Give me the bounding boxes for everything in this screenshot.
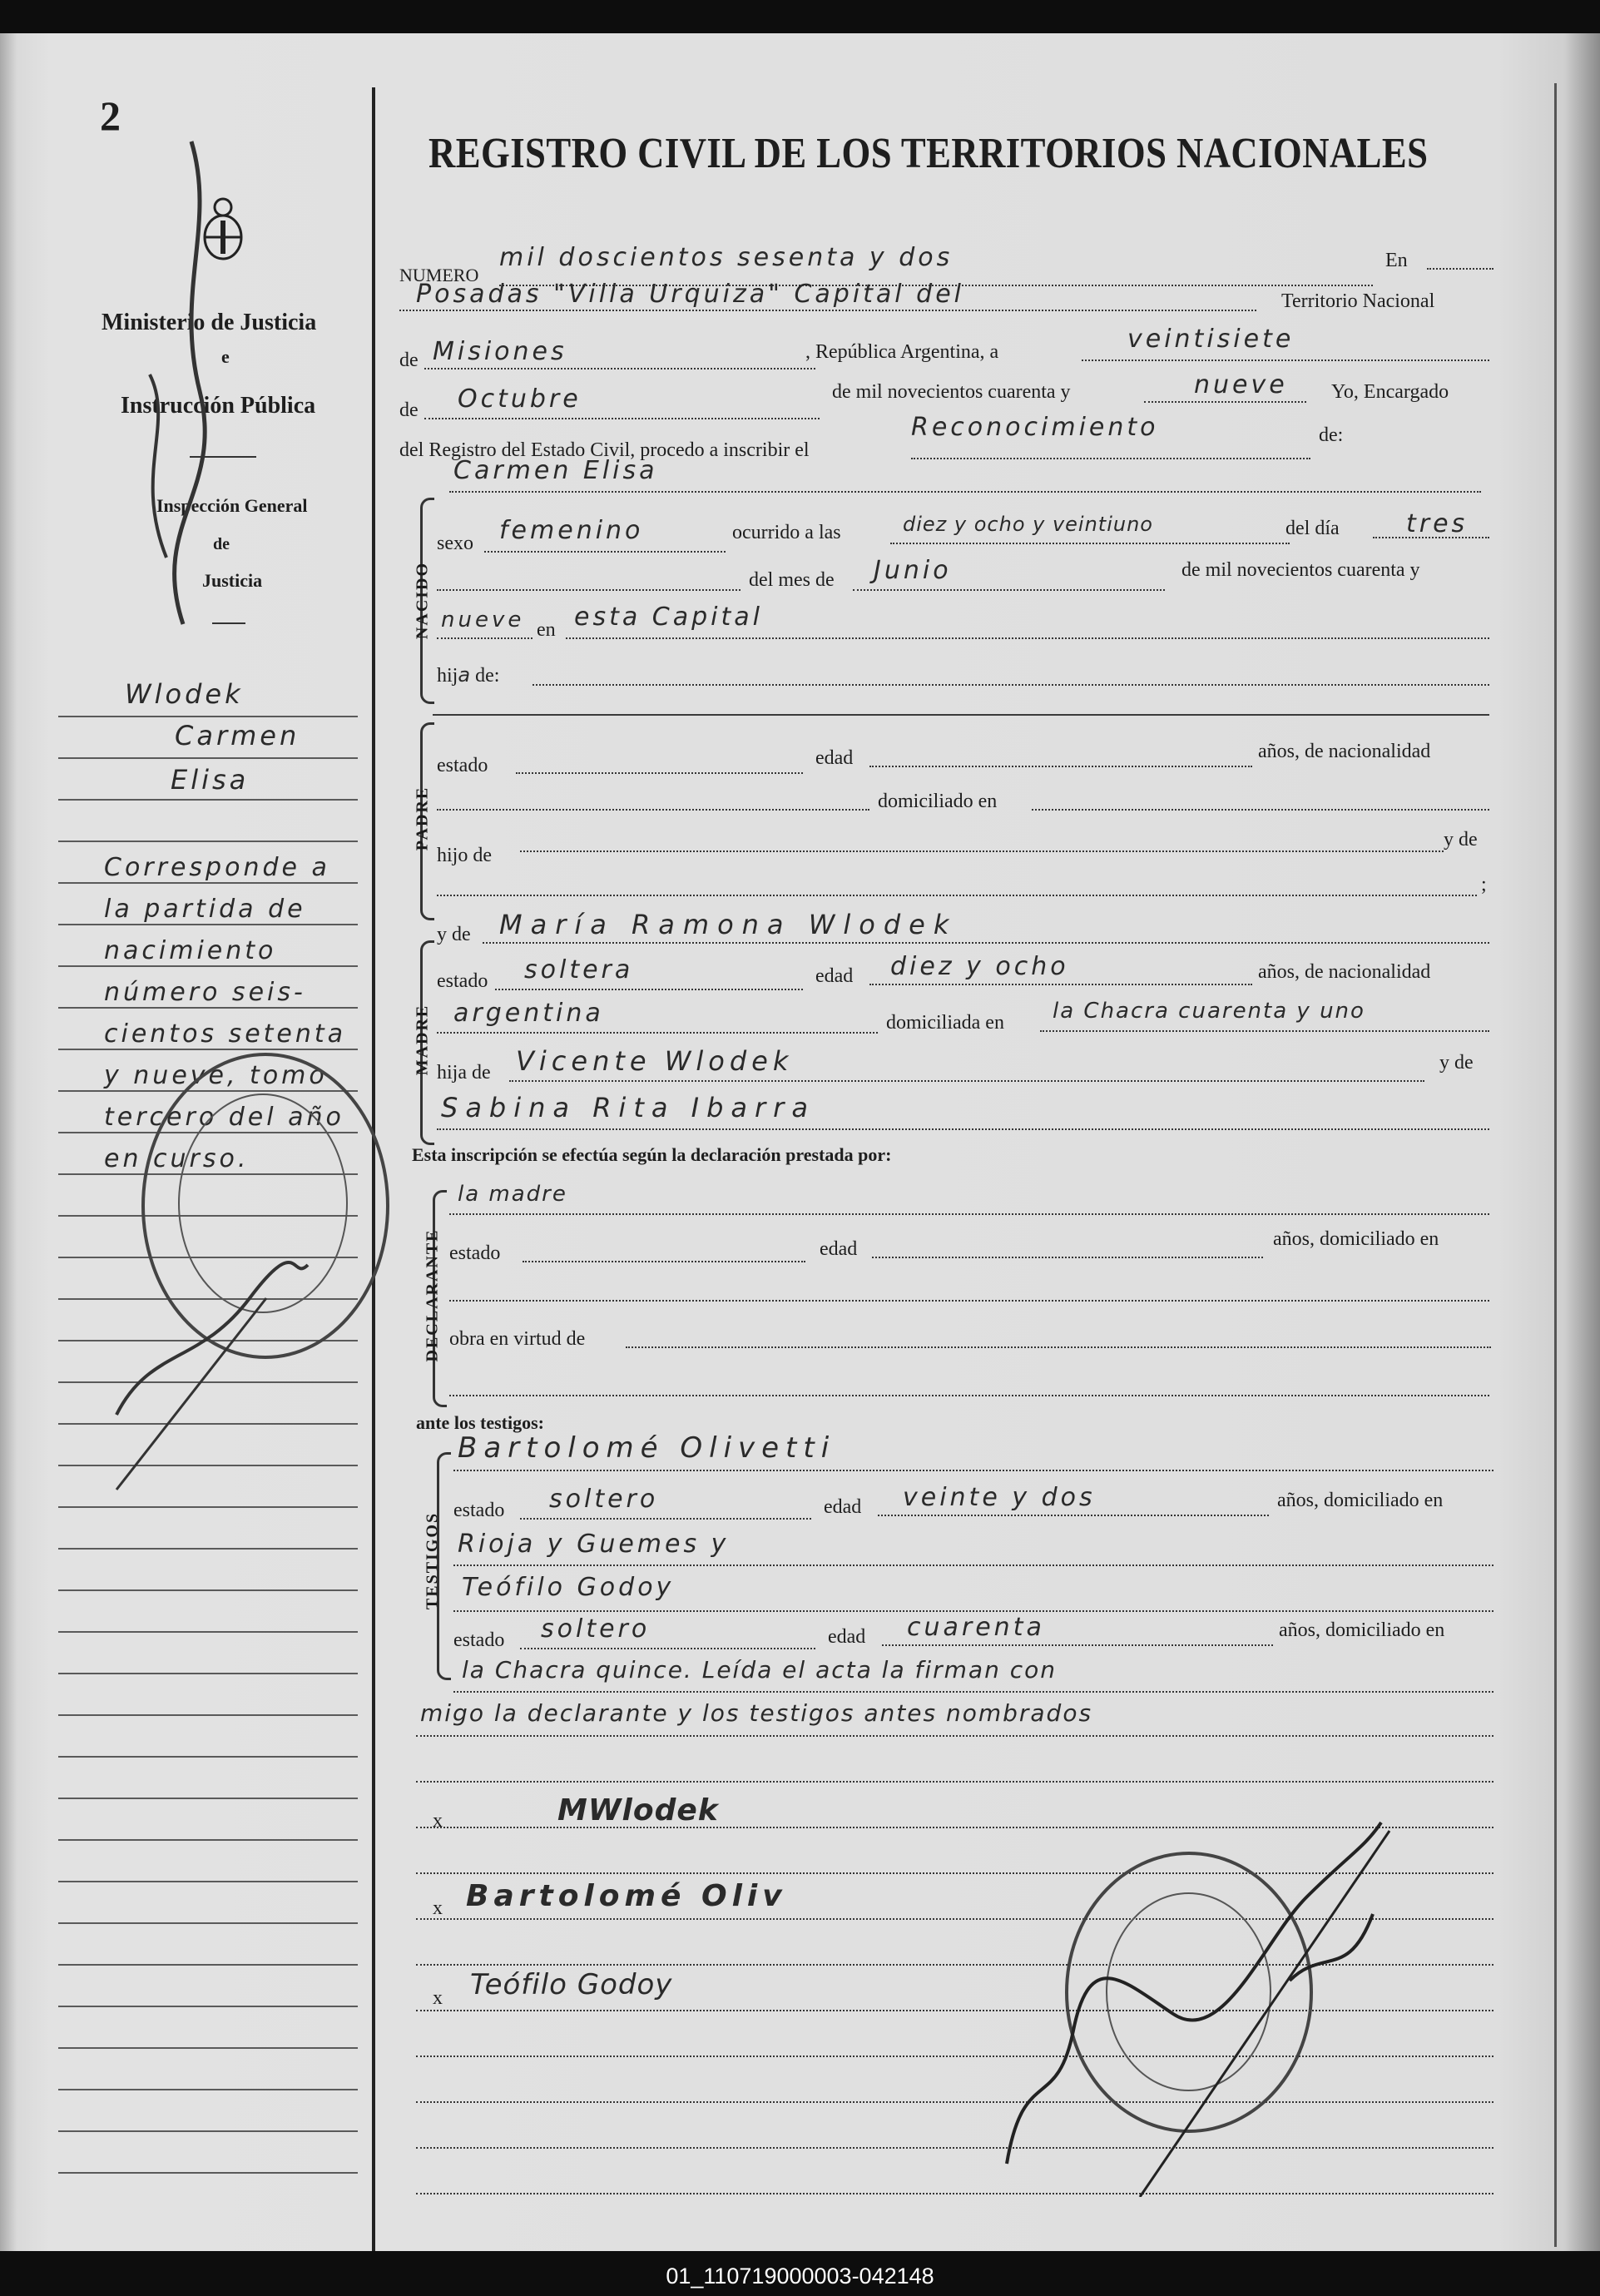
republica-label: , República Argentina, a (805, 341, 999, 363)
t2-edad-value: cuarenta (907, 1613, 1045, 1642)
yo-text: Yo, Encargado (1331, 381, 1449, 403)
madre-estado-value: soltera (524, 955, 634, 984)
closing-line-rule (416, 1735, 1493, 1737)
t1-estado-line (520, 1518, 811, 1520)
madre-dom-line (1040, 1030, 1489, 1032)
madre-nacionalidad-value: argentina (453, 999, 604, 1028)
padre-yde-line (437, 895, 1477, 896)
hija-de: de: (470, 665, 500, 687)
stub-note-line: tercero del año (104, 1103, 344, 1132)
t1-edad-label: edad (824, 1496, 862, 1518)
madre-hija-line (509, 1080, 1424, 1082)
madre-padre-value: Vicente Wlodek (516, 1045, 794, 1077)
day-line (1082, 360, 1489, 361)
stub-note-line: Corresponde a (104, 853, 330, 882)
de-label: de (399, 350, 419, 371)
sexo-line (484, 551, 726, 553)
nacido-label: NACIDO (413, 561, 432, 640)
day-value: veintisiete (1127, 325, 1295, 354)
year-value: nueve (1194, 370, 1288, 399)
ministry-line2: e (221, 346, 230, 367)
dept-line3: Justicia (202, 570, 263, 591)
t1-estado-value: soltero (549, 1485, 659, 1514)
declaracion-text: Esta inscripción se efectúa según la declaración prestada por: (412, 1144, 892, 1165)
lugar-value: esta Capital (574, 603, 763, 632)
padre-edad-label: edad (815, 747, 854, 769)
t2-estado-value: soltero (541, 1614, 651, 1644)
madre-estado-line (495, 989, 803, 990)
padre-estado-label: estado (437, 755, 488, 776)
hija-suffix: a (458, 663, 471, 687)
testigos-intro: ante los testigos: (416, 1412, 544, 1433)
t2-edad-line (882, 1644, 1273, 1646)
declarante-obra-label: obra en virtud de (449, 1328, 586, 1350)
padre-semicolon: ; (1481, 874, 1487, 895)
page-edge (1554, 83, 1557, 2247)
ministry-line3: Instrucción Pública (121, 393, 316, 419)
padre-domiciliado-label: domiciliado en (878, 791, 998, 812)
madre-name-value: María Ramona Wlodek (499, 909, 958, 940)
year-line (1144, 401, 1306, 403)
t2-domicilio-value: la Chacra quince. Leída el acta la firman con (462, 1656, 1057, 1684)
madre-yde2-line (437, 1128, 1489, 1130)
madre-edad-value: diez y ocho (890, 952, 1069, 981)
month-line (424, 418, 820, 419)
declarante-estado-line (523, 1261, 805, 1262)
madre-domicilio-value: la Chacra cuarenta y uno (1053, 999, 1365, 1024)
declarante-obra-line2 (449, 1395, 1489, 1396)
signature-mother: MWlodek (557, 1793, 719, 1827)
numero-value: mil doscientos sesenta y dos (499, 243, 954, 272)
anio-text: de mil novecientos cuarenta y (1181, 559, 1420, 581)
act-line (911, 458, 1310, 459)
t1-name-value: Bartolomé Olivetti (458, 1431, 836, 1465)
t1-name-line (453, 1470, 1493, 1471)
madre-anios-label: años, de nacionalidad (1258, 961, 1431, 983)
padre-label: PADRE (413, 786, 432, 851)
hora-value: diez y ocho y veintiuno (903, 513, 1153, 536)
registro-text: del Registro del Estado Civil, procedo a inscribir el (399, 439, 810, 461)
sexo-value: femenino (499, 516, 644, 545)
stub-signature-scrawl (100, 1248, 316, 1498)
mes-value: Junio (874, 556, 952, 585)
en-line (1427, 268, 1493, 270)
anio-line (437, 637, 533, 639)
declarante-anios-label: años, domiciliado en (1273, 1228, 1439, 1250)
territorio-label: Territorio Nacional (1281, 290, 1435, 312)
del-dia-label: del día (1285, 518, 1340, 539)
act-value: Reconocimiento (911, 413, 1159, 442)
sexo-label: sexo (437, 533, 473, 554)
territory-value: Misiones (433, 337, 567, 366)
t2-name-value: Teófilo Godoy (462, 1573, 675, 1602)
dept-line2: de (213, 535, 230, 553)
anio-value: nueve (441, 607, 525, 632)
padre-hijo-line (520, 850, 1444, 852)
t1-domicilio-value: Rioja y Guemes y (458, 1530, 730, 1559)
padre-anios-label: años, de nacionalidad (1258, 741, 1431, 762)
stub-note-line: en curso. (104, 1144, 250, 1173)
place-line (399, 310, 1256, 311)
hija-label-stem: hij (437, 665, 458, 687)
lugar-line (566, 637, 1489, 639)
month-value: Octubre (458, 384, 582, 414)
testigos-label: TESTIGOS (423, 1511, 442, 1610)
t1-edad-line (878, 1515, 1269, 1516)
de2-label: de (399, 399, 419, 421)
t1-estado-label: estado (453, 1500, 505, 1521)
closing-line: migo la declarante y los testigos antes nombrados (420, 1699, 1093, 1727)
territory-line (424, 368, 815, 369)
t2-dom-line (453, 1691, 1493, 1693)
t1-anios-label: años, domiciliado en (1277, 1490, 1444, 1511)
nacido-line2a (437, 589, 741, 591)
nacido-rule (433, 714, 1489, 716)
mes-label: del mes de (749, 569, 835, 591)
officer-signature-scrawl (990, 1814, 1406, 2197)
person-value: Carmen Elisa (453, 456, 658, 485)
madre-domiciliada-label: domiciliada en (886, 1012, 1004, 1034)
declarante-dom-line (449, 1300, 1489, 1302)
madre-name-line (483, 942, 1489, 944)
stub-note-line: número seis- (104, 978, 306, 1007)
madre-edad-label: edad (815, 965, 854, 987)
t2-estado-line (520, 1648, 815, 1649)
hora-line (890, 543, 1290, 544)
declarante-label: DECLARANTE (423, 1228, 442, 1362)
stub-note-line: cientos setenta (104, 1019, 347, 1049)
numero-label: NUMERO (399, 265, 479, 285)
madre-hija-label: hija de (437, 1062, 491, 1084)
hija-line (533, 684, 1489, 686)
declarante-edad-line (872, 1257, 1263, 1258)
ministry-line1: Ministerio de Justicia (102, 310, 317, 335)
vertical-signature-scrawl (100, 125, 266, 641)
padre-edad-line (869, 766, 1252, 767)
t2-estado-label: estado (453, 1629, 505, 1651)
signature-mark-x: x (433, 1810, 443, 1832)
t2-anios-label: años, domiciliado en (1279, 1619, 1445, 1641)
de3-label: de: (1319, 424, 1344, 446)
signature-witness2: Teófilo Godoy (470, 1968, 673, 2001)
place-value: Posadas "Villa Urquiza" Capital del (416, 280, 965, 309)
padre-dom-line (1032, 809, 1489, 811)
padre-estado-line (516, 772, 803, 774)
t1-edad-value: veinte y dos (903, 1483, 1096, 1512)
t2-edad-label: edad (828, 1626, 866, 1648)
mes-line (853, 589, 1165, 591)
madre-madre-value: Sabina Rita Ibarra (441, 1092, 815, 1123)
dept-line1: Inspección General (156, 495, 308, 516)
stub-note-surname: Wlodek (125, 678, 244, 710)
stub-note-line: y nueve, tomo (104, 1061, 328, 1090)
madre-nac-line (437, 1032, 878, 1034)
stub-note-name2: Elisa (171, 764, 250, 796)
madre-estado-label: estado (437, 970, 488, 992)
signature-mark-x: x (433, 1987, 443, 2009)
t2-name-line (453, 1610, 1493, 1612)
signature-mark-x: x (433, 1897, 443, 1919)
year-text: de mil novecientos cuarenta y (832, 381, 1071, 403)
declaracion-line (449, 1213, 1489, 1215)
register-title: REGISTRO CIVIL DE LOS TERRITORIOS NACIONALES (428, 130, 1429, 177)
declarante-obra-line (626, 1346, 1491, 1348)
t1-dom-line (453, 1565, 1493, 1566)
madre-label: MADRE (413, 1004, 432, 1076)
declarante-edad-label: edad (820, 1238, 858, 1260)
stub-note-line: nacimiento (104, 936, 277, 965)
madre-edad-line (869, 984, 1252, 985)
signature-witness1: Bartolomé Oliv (466, 1879, 787, 1913)
en-label-nac: en (537, 619, 556, 641)
image-footer-code: 01_110719000003-042148 (666, 2264, 934, 2289)
declarante-estado-label: estado (449, 1242, 501, 1264)
hija-label (437, 663, 499, 687)
declaracion-value: la madre (458, 1182, 567, 1207)
stub-note-line: la partida de (104, 895, 306, 924)
dia-value: tres (1406, 509, 1469, 538)
padre-y-de-label: y de (1444, 829, 1478, 850)
person-line (449, 491, 1481, 493)
padre-nac-line (437, 809, 869, 811)
madre-y-de2-label: y de (1439, 1052, 1474, 1074)
stub-note-name: Carmen (175, 720, 300, 751)
madre-y-de-label: y de (437, 924, 471, 945)
page-number: 2 (100, 92, 121, 139)
padre-hijo-label: hijo de (437, 845, 492, 866)
en-label: En (1385, 250, 1408, 271)
ocurrido-label: ocurrido a las (732, 522, 841, 543)
